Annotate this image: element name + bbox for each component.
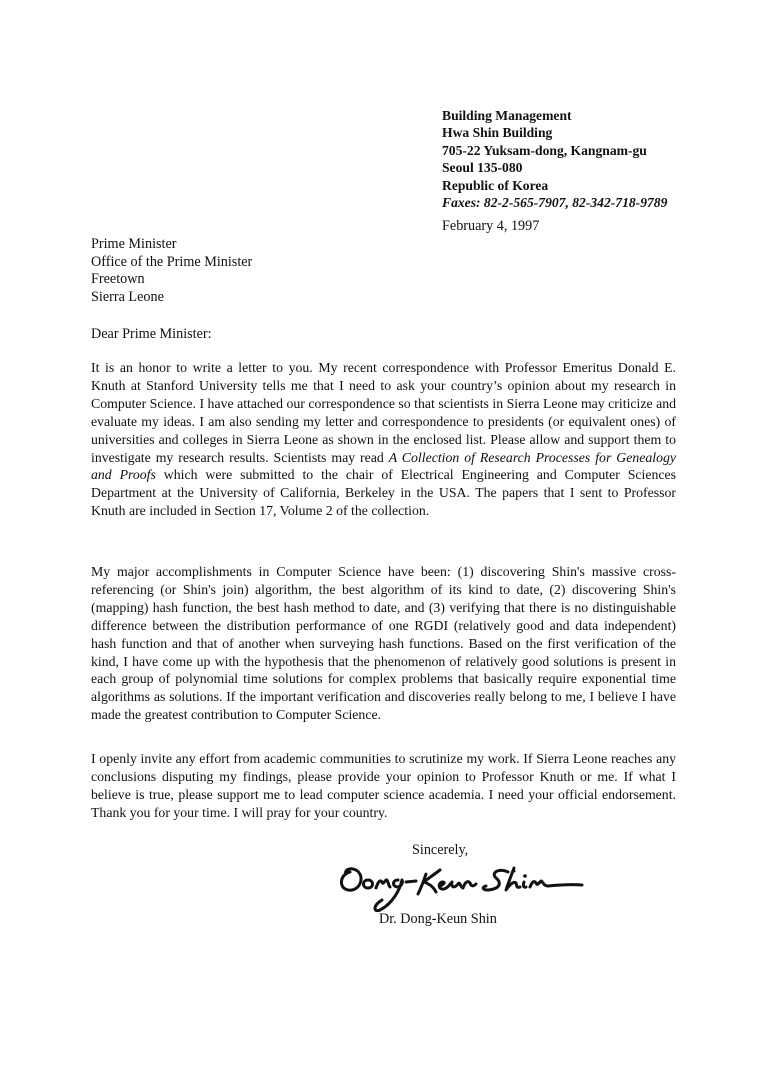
sender-line: Seoul 135-080: [442, 160, 523, 176]
recipient-line: Sierra Leone: [91, 288, 164, 305]
sender-line: 705-22 Yuksam-dong, Kangnam-gu: [442, 142, 647, 158]
sender-faxes: Faxes: 82-2-565-7907, 82-342-718-9789: [442, 195, 668, 211]
signature-drawing: [336, 852, 586, 912]
collection-title: A Collection of Research Processes for Genealogy and Proofs: [91, 449, 676, 483]
sender-address: [442, 107, 667, 211]
paragraph-text: which were submitted to the chair of Electrical Engineering and Computer Sciences Department at the University of California, Berkeley in the USA. The papers that I sent to Professor Knuth are included in Section 17, Volume 2 of the collection.: [91, 467, 676, 519]
handwritten-signature: [336, 852, 586, 917]
sender-line: Republic of Korea: [442, 177, 549, 193]
closing: Sincerely,: [412, 842, 469, 858]
salutation: Dear Prime Minister:: [91, 326, 212, 342]
recipient-line: Office of the Prime Minister: [91, 253, 253, 270]
recipient-line: Freetown: [91, 271, 145, 288]
body-paragraph-2: My major accomplishments in Computer Science have been: (1) discovering Shin's massive cross-referencing (or Shin's join) algorithm, the best algorithm of its kind to date, (2) discovering Shin's (mapping) hash function, the best hash method to date, and (3) verifying that there is no distinguishable difference between the distribution performance of one RGDI (relatively good and data independent) hash function and that of another when surveying hash functions. Based on the first verification of the kind, I have come up with the hypothesis that the phenomenon of relatively good solutions is present in each group of polynomial time solutions for complex problems that basically require exponential time algorithms as solutions. If the important verification and discoveries really belong to me, I believe I have made the greatest contribution to Computer Science.: [91, 564, 676, 723]
signer-name: Dr. Dong-Keun Shin: [379, 911, 497, 927]
body-paragraph-3: I openly invite any effort from academic communities to scrutinize my work. If Sierra Leone reaches any conclusions disputing my findings, please provide your opinion to Professor Knuth or me. If what I believe is true, please support me to lead computer science academia. I need your official endorsement. Thank you for your time. I will pray for your country.: [91, 751, 676, 820]
sender-line: Hwa Shin Building: [442, 125, 553, 141]
paragraph-text: It is an honor to write a letter to you. My recent correspondence with Professor Emeritus Donald E. Knuth at Stanford University tells me that I need to ask your country’s opinion about my research in Computer Science. I have attached our correspondence so that scientists in Sierra Leone may criticize and evaluate my ideas. I am also sending my letter and correspondence to presidents (or equivalent ones) of universities and colleges in Sierra Leone as shown in the enclosed list. Please allow and support them to investigate my research results. Scientists may read: [91, 360, 676, 465]
body-paragraph-1: [91, 359, 676, 520]
letter-date: February 4, 1997: [442, 218, 540, 234]
recipient-line: Prime Minister: [91, 236, 177, 252]
sender-line: Building Management: [442, 108, 572, 123]
recipient-address: [91, 236, 252, 306]
